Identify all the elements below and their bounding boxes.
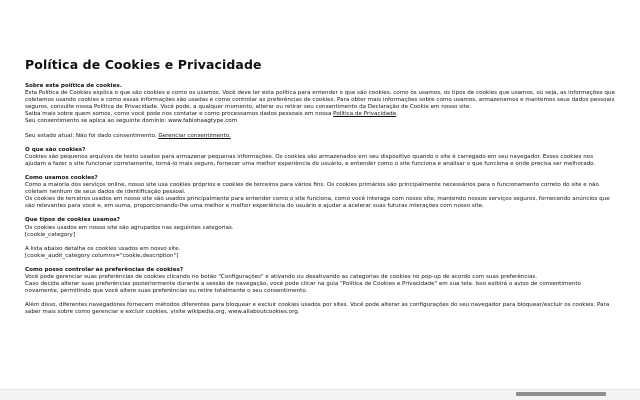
prefs-section: [25, 267, 615, 317]
consent-status: [25, 133, 615, 140]
types-heading: Que tipos de cookies usamos?: [25, 217, 120, 224]
cookie-audit-shortcode: [cookie_audit_category columns="cookie,description"]: [25, 252, 179, 259]
manage-consent-link[interactable]: Gerenciar consentimento.: [158, 132, 231, 139]
about-section: [25, 83, 615, 126]
how-paragraph-1: Como a maioria dos serviços online, nosso site usa cookies próprios e cookies de terceiros para vários fins. Os cookies primários são principalmente necessários para o funcionamento correto do site e não coletam nenhum de seus dados de identificação pessoal.: [25, 182, 599, 196]
types-paragraph-2: A lista abaixo detalha os cookies usados em nosso site.: [25, 245, 181, 252]
about-privacy-text: Saiba mais sobre quem somos, como você pode nos contatar e como processamos dados pessoais em nossa: [25, 111, 334, 118]
consent-status-section: [25, 133, 615, 140]
horizontal-scrollbar[interactable]: [0, 389, 640, 400]
how-heading: Como usamos cookies?: [25, 174, 98, 181]
about-paragraph: Esta Política de Cookies explica o que são cookies e como os usamos. Você deve ler esta política para entender o que são cookies, como os usamos, os tipos de cookies que usamos, ou seja, as informações que coletamos usando cookies e como essas informações são usadas e como controlar as preferências de cookies. Para obter mais informações sobre como usamos, armazenamos e mantemos seus dados pessoais seguros, consulte nossa Política de Privacidade. Você pode, a qualquer momento, alterar ou retirar seu consentimento da Declaração de Cookie em nosso site.: [25, 90, 615, 111]
what-section: [25, 147, 615, 168]
page-title: Política de Cookies e Privacidade: [25, 57, 262, 72]
about-privacy-end: .: [396, 111, 398, 118]
how-section: [25, 175, 615, 210]
prefs-paragraph-1: Você pode gerenciar suas preferências de cookies clicando no botão "Configurações" e ativando ou desativando as categorias de cookies no pop-up de acordo com suas preferências.: [25, 273, 538, 280]
what-paragraph: Cookies são pequenos arquivos de texto usados para armazenar pequenas informações. Os cookies são armazenados em seu dispositivo quando o site é carregado em seu navegador. Esses cookies nos ajudam a fazer o site funcionar corretamente, torná-lo mais seguro, fornecer uma melhor experiência do usuário, e entender como o site funciona e analisar o que funciona e onde precisa ser melhorado.: [25, 153, 596, 167]
about-domain: Seu consentimento se aplica ao seguinte domínio: www.fabiohaagtype.com: [25, 118, 238, 125]
privacy-policy-link[interactable]: Política de Privacidade: [333, 111, 397, 118]
types-paragraph-1: Os cookies usados em nosso site são agrupados nas seguintes categorias.: [25, 224, 234, 231]
types-section: [25, 217, 615, 259]
consent-status-text: Seu estado atual: Não foi dado consentimento.: [25, 132, 159, 139]
what-heading: O que são cookies?: [25, 146, 86, 153]
policy-page: [25, 57, 615, 323]
prefs-paragraph-3: Além disso, diferentes navegadores fornecem métodos diferentes para bloquear e excluir cookies usados por sites. Você pode alterar as configurações do seu navegador para bloquear/excluir os cookies. Para saber mais sobre como gerenciar e excluir cookies, visite wikipedia.org, www.allaboutcookies.org.: [25, 302, 610, 316]
scrollbar-thumb[interactable]: [516, 392, 606, 396]
about-heading: Sobre esta política de cookies.: [25, 83, 122, 89]
cookie-category-shortcode: [cookie_category]: [25, 231, 76, 238]
prefs-heading: Como posso controlar as preferências de cookies?: [25, 266, 184, 273]
how-paragraph-2: Os cookies de terceiros usados em nosso site são usados principalmente para entender como o site funciona, como você interage com nosso site, mantendo nossos serviços seguros, fornecendo anúncios que são relevantes para você e, em suma, proporcionando-lhe uma melhor e melhor experiência do usuário e ajudar a acelerar suas futuras interações com nosso site.: [25, 196, 610, 210]
prefs-paragraph-2: Caso decida alterar suas preferências posteriormente durante a sessão de navegação, você pode clicar na guia "Política de Cookies e Privacidade" em sua tela. Isso exibirá o aviso de consentimento novamente, permitindo que você altere suas preferências ou retire totalmente o seu consentimento.: [25, 281, 581, 295]
